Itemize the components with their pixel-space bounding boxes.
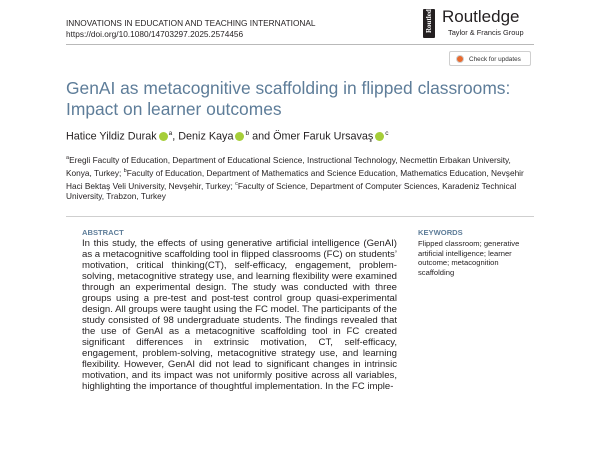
affiliations — [66, 153, 536, 202]
crossmark-icon — [456, 55, 464, 63]
author-affiliation-mark: b — [245, 130, 250, 137]
routledge-logo-icon: Routledge — [423, 9, 435, 38]
keywords-list: Flipped classroom; generative artificial intelligence; learner outcome; metacognition scaffolding — [418, 239, 520, 277]
author-separator: , — [172, 130, 179, 143]
header-divider — [66, 44, 534, 45]
abstract-heading: ABSTRACT — [82, 228, 124, 237]
article-title: GenAI as metacognitive scaffolding in flipped classrooms: Impact on learner outcomes — [66, 78, 511, 119]
check-for-updates-button[interactable] — [449, 51, 531, 66]
author-separator: and — [249, 130, 274, 143]
affiliation-mark: a — [66, 155, 70, 161]
affiliation-mark: c — [235, 180, 238, 187]
abstract-text: In this study, the effects of using generative artificial intelligence (GenAI) as a metacognitive scaffolding tool in flipped classrooms (FC) on students’ motivation, critical thinking(CT), self-efficacy, engagement, problem-solving, metacognitive strategy use, and learning flexibility were examined through an experimental design. The study was conducted with three groups using a pre-test and post-test control group quasi-experimental design. All groups were taught using the FC model. The participants of the study consisted of 98 undergraduate students. The findings revealed that the use of GenAI as a metacognitive scaffolding tool in FC created significant differences in extrinsic motivation, CT, self-efficacy, engagement, problem-solving, metacognitive strategy use, and learning flexibility. However, GenAI did not lead to significant changes in intrinsic motivation, and its impact was not uniformly positive across all variables, highlighting the importance of thoughtful implementation. In the FC imple- — [82, 238, 397, 392]
publisher-name: Routledge — [442, 7, 520, 26]
affiliation-text: Eregli Faculty of Education, Department of Educational Science, Instructional Technology, Necmettin Erbakan University, Konya, Turkey; — [66, 154, 511, 178]
publisher-logo — [423, 2, 543, 43]
orcid-icon[interactable] — [235, 132, 244, 141]
affiliation-mark: b — [123, 167, 127, 174]
author-list — [66, 127, 389, 144]
affiliation-text: Faculty of Education, Department of Mathematics and Science Education, Mathematics Education, Nevşehir Haci Bektaş Veli University, Nevşehir, Turkey; — [66, 167, 524, 191]
author-name[interactable]: Hatice Yildiz Durak — [66, 130, 157, 143]
section-divider — [66, 216, 534, 217]
journal-name: INNOVATIONS IN EDUCATION AND TEACHING INTERNATIONAL — [66, 18, 316, 28]
keywords-heading: KEYWORDS — [418, 228, 463, 237]
author-name[interactable]: Deniz Kaya — [178, 130, 234, 143]
orcid-icon[interactable] — [159, 132, 168, 141]
journal-header — [66, 18, 316, 40]
author-affiliation-mark: a — [168, 130, 173, 137]
author-name[interactable]: Ömer Faruk Ursavaş — [273, 130, 374, 143]
affiliation-text: Faculty of Science, Department of Computer Sciences, Karadeniz Technical University, Trabzon, Turkey — [66, 180, 517, 202]
doi-link[interactable]: https://doi.org/10.1080/14703297.2025.2574456 — [66, 29, 244, 39]
check-for-updates-label: Check for updates — [469, 56, 521, 63]
orcid-icon[interactable] — [375, 132, 384, 141]
publisher-subtitle: Taylor & Francis Group — [448, 28, 524, 37]
author-affiliation-mark: c — [385, 130, 389, 137]
